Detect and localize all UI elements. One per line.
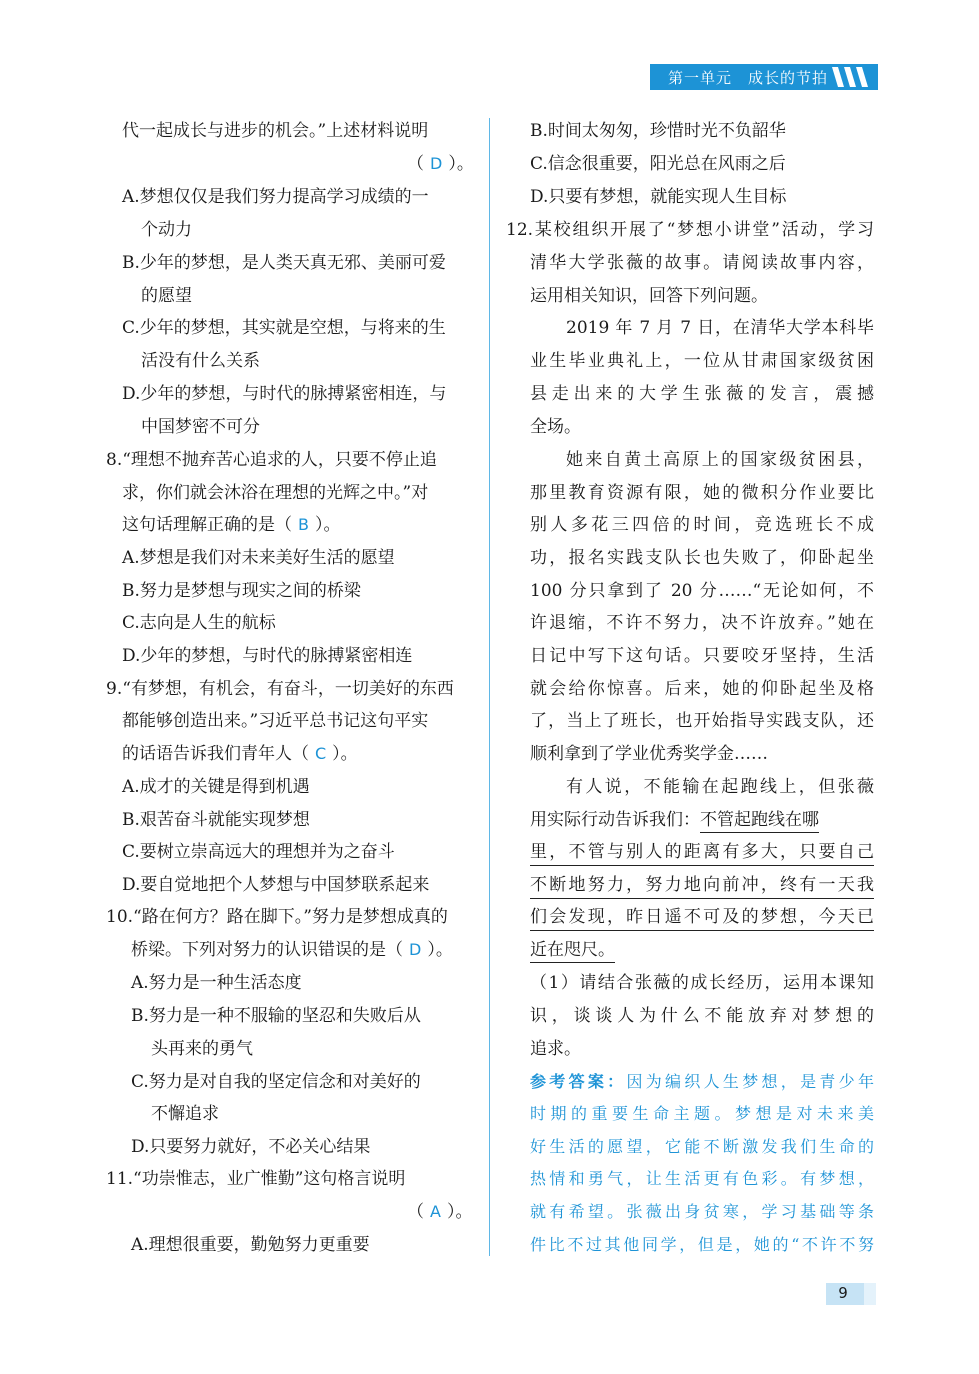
story-p2-line2: 那里教育资源有限，她的微积分作业要比 <box>530 483 874 503</box>
q9-option-b: B.艰苦奋斗就能实现梦想 <box>122 810 310 830</box>
unit-header-bar <box>650 64 878 90</box>
q11-option-c: C.信念很重要，阳光总在风雨之后 <box>530 154 786 174</box>
page-number: 9 <box>838 1284 848 1302</box>
story-p2-line3: 别人多花三四倍的时间，竞选班长不成 <box>530 515 874 535</box>
q8-option-a: A.梦想是我们对未来美好生活的愿望 <box>122 548 395 568</box>
reference-answer-line1: 参考答案：因为编织人生梦想，是青少年 <box>530 1072 874 1091</box>
story-p1-line4: 全场。 <box>530 417 581 437</box>
q8-option-b: B.努力是梦想与现实之间的桥梁 <box>122 581 361 601</box>
page-number-tab <box>864 1283 876 1305</box>
reference-answer-line6: 件比不过其他同学，但是，她的“不许不努 <box>530 1235 874 1254</box>
page-number-box <box>826 1283 876 1305</box>
column-divider <box>489 118 490 1256</box>
q11-option-b: B.时间太匆匆，珍惜时光不负韶华 <box>530 121 786 141</box>
story-p2-line9: 了，当上了班长，也开始指导实践支队，还 <box>530 711 874 731</box>
q7-option-d: D.少年的梦想，与时代的脉搏紧密相连，与 <box>122 384 447 404</box>
q10-answer: D <box>409 940 422 959</box>
story-p1-line2: 业生毕业典礼上，一位从甘肃国家级贫困 <box>530 351 874 371</box>
reference-answer-line3: 好生活的愿望，它能不断激发我们生命的 <box>530 1137 874 1156</box>
q8-option-d: D.少年的梦想，与时代的脉搏紧密相连 <box>122 646 413 666</box>
q8-stem-2: 求，你们就会沐浴在理想的光辉之中。”对 <box>122 483 429 503</box>
q7-option-a-cont: 个动力 <box>141 220 192 240</box>
q7-option-b: B.少年的梦想，是人类天真无邪、美丽可爱 <box>122 253 446 273</box>
q9-stem-1: 9.“有梦想，有机会，有奋斗，一切美好的东西 <box>106 679 454 699</box>
q8-stem-3: 这句话理解正确的是（ B ）。 <box>122 515 341 535</box>
underlined-quote-start: 不管起跑线在哪 <box>700 810 819 833</box>
story-p2-line10: 顺利拿到了学业优秀奖学金…… <box>530 744 768 764</box>
q8-option-c: C.志向是人生的航标 <box>122 613 276 633</box>
q12-stem-3: 运用相关知识，回答下列问题。 <box>530 286 768 306</box>
q7-answer: D <box>430 154 443 173</box>
story-p2-line5: 100 分只拿到了 20 分……“无论如何，不 <box>530 581 874 601</box>
underlined-quote-line2: 里，不管与别人的距离有多大，只要自己 <box>530 841 874 866</box>
story-p2-line8: 就会给你惊喜。后来，她的仰卧起坐及格 <box>530 679 874 699</box>
story-p2-line1: 她来自黄土高原上的国家级贫困县， <box>566 450 874 470</box>
story-p1-line1: 2019 年 7 月 7 日，在清华大学本科毕 <box>566 318 874 338</box>
q7-answer-slot: （ D ）。 <box>407 154 474 174</box>
q9-answer: C <box>315 744 327 763</box>
q10-option-c: C.努力是对自我的坚定信念和对美好的 <box>131 1072 421 1092</box>
reference-answer-line5: 就有希望。张薇出身贫寒，学习基础等条 <box>530 1202 874 1221</box>
q10-option-a: A.努力是一种生活态度 <box>131 973 302 993</box>
q10-option-d: D.只要努力就好，不必关心结果 <box>131 1137 371 1157</box>
q12-stem-2: 清华大学张薇的故事。请阅读故事内容， <box>530 253 874 273</box>
story-p3-line2: 用实际行动告诉我们：不管起跑线在哪 <box>530 809 819 831</box>
q10-stem-2: 桥梁。下列对努力的认识错误的是（ D ）。 <box>131 940 453 960</box>
q7-cont-line: 代一起成长与进步的机会。”上述材料说明 <box>122 121 429 141</box>
q9-stem-2: 都能够创造出来。”习近平总书记这句平实 <box>122 711 429 731</box>
q8-answer: B <box>298 515 309 534</box>
sub-question-1-line2: 识，谈谈人为什么不能放弃对梦想的 <box>530 1006 874 1026</box>
q11-answer: A <box>430 1202 441 1221</box>
q11-option-a: A.理想很重要，勤勉努力更重要 <box>131 1235 370 1255</box>
q9-stem-3: 的话语告诉我们青年人（ C ）。 <box>122 744 358 764</box>
reference-answer-line4: 热情和勇气，让生活更有色彩。有梦想， <box>530 1169 874 1188</box>
q9-option-c: C.要树立崇高远大的理想并为之奋斗 <box>122 842 395 862</box>
story-p2-line4: 功，报名实践支队长也失败了，仰卧起坐 <box>530 548 874 568</box>
q10-stem-1: 10.“路在何方？路在脚下。”努力是梦想成真的 <box>106 907 448 927</box>
underlined-quote-line4: 们会发现，昨日遥不可及的梦想，今天已 <box>530 906 874 931</box>
unit-title: 第一单元 成长的节拍 <box>668 69 829 87</box>
q9-option-d: D.要自觉地把个人梦想与中国梦联系起来 <box>122 875 430 895</box>
header-stripes-icon <box>830 67 872 87</box>
q7-option-a: A.梦想仅仅是我们努力提高学习成绩的一 <box>122 187 429 207</box>
q7-option-d-cont: 中国梦密不可分 <box>141 417 260 437</box>
q11-answer-slot: （ A ）。 <box>407 1202 473 1222</box>
story-p1-line3: 县走出来的大学生张薇的发言，震撼 <box>530 384 874 404</box>
story-p2-line6: 许退缩，不许不努力，决不许放弃。”她在 <box>530 613 874 633</box>
reference-answer-label: 参考答案： <box>530 1072 627 1091</box>
q7-option-c-cont: 活没有什么关系 <box>141 351 260 371</box>
story-p2-line7: 日记中写下这句话。只要咬牙坚持，生活 <box>530 646 874 666</box>
q7-option-c: C.少年的梦想，其实就是空想，与将来的生 <box>122 318 446 338</box>
q12-stem-1: 12.某校组织开展了“梦想小讲堂”活动，学习 <box>506 220 874 240</box>
q7-option-b-cont: 的愿望 <box>141 286 192 306</box>
q10-option-b-cont: 头再来的勇气 <box>151 1039 253 1059</box>
q9-option-a: A.成才的关键是得到机遇 <box>122 777 310 797</box>
story-p3-line1: 有人说，不能输在起跑线上，但张薇 <box>566 777 874 797</box>
sub-question-1-line3: 追求。 <box>530 1039 581 1059</box>
underlined-quote-line5: 近在咫尺。 <box>530 939 615 961</box>
q10-option-b: B.努力是一种不服输的坚忍和失败后从 <box>131 1006 421 1026</box>
reference-answer-line2: 时期的重要生命主题。梦想是对未来美 <box>530 1104 874 1123</box>
q8-stem-1: 8.“理想不抛弃苦心追求的人，只要不停止追 <box>106 450 437 470</box>
q11-stem-1: 11.“功崇惟志，业广惟勤”这句格言说明 <box>106 1169 406 1189</box>
sub-question-1-line1: （1）请结合张薇的成长经历，运用本课知 <box>530 973 874 993</box>
q11-option-d: D.只要有梦想，就能实现人生目标 <box>530 187 787 207</box>
q10-option-c-cont: 不懈追求 <box>151 1104 219 1124</box>
underlined-quote-line3: 不断地努力，努力地向前冲，终有一天我 <box>530 874 874 899</box>
